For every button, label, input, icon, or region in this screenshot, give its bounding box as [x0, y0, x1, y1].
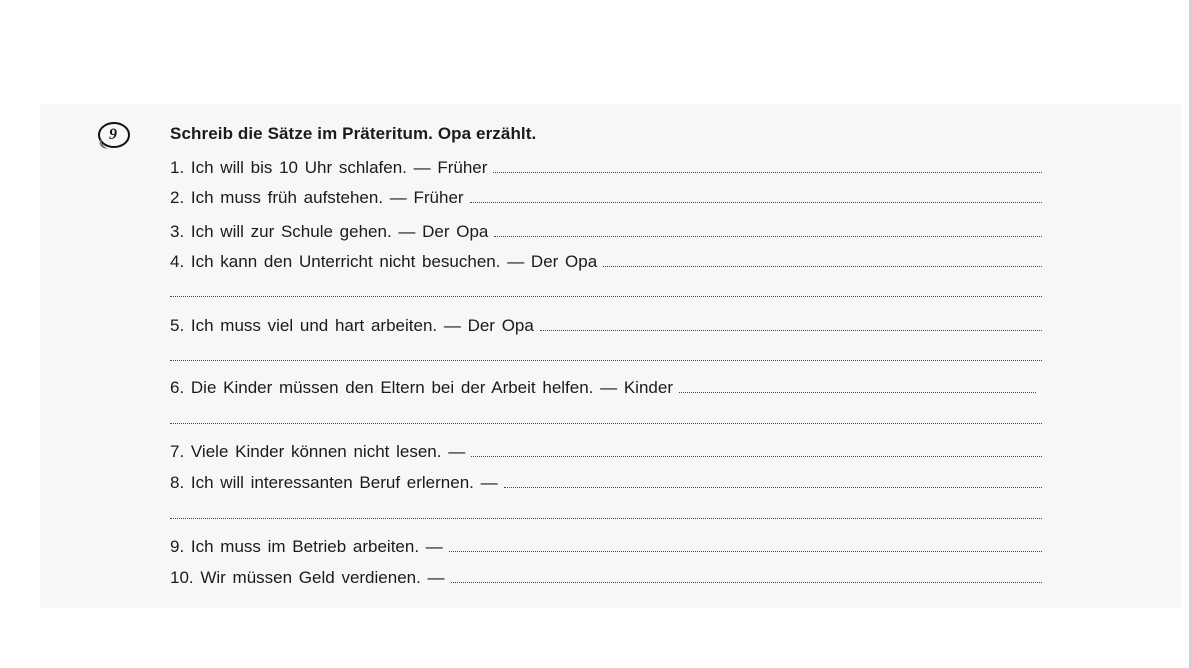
exercise-line-3 [170, 220, 1042, 242]
sentence-5: 5. Ich muss viel und hart arbeiten. — Der Opa [170, 316, 534, 335]
answer-blank-1[interactable] [493, 172, 1042, 173]
sentence-9: 9. Ich muss im Betrieb arbeiten. — [170, 537, 443, 556]
exercise-line-5 [170, 314, 1042, 336]
answer-blank-8b[interactable] [170, 518, 1042, 519]
exercise-line-1 [170, 156, 1042, 178]
exercise-line-10 [170, 566, 1042, 588]
sentence-10: 10. Wir müssen Geld verdienen. — [170, 568, 445, 587]
answer-blank-8[interactable] [504, 487, 1042, 488]
exercise-title: Schreib die Sätze im Präteritum. Opa erzählt. [170, 124, 537, 143]
answer-blank-5b[interactable] [170, 360, 1042, 361]
exercise-line-9 [170, 535, 1042, 557]
sentence-1: 1. Ich will bis 10 Uhr schlafen. — Früher [170, 158, 488, 177]
worksheet-scan [40, 104, 1182, 608]
exercise-line-6 [170, 376, 1042, 398]
sentence-4: 4. Ich kann den Unterricht nicht besuchen. — Der Opa [170, 252, 598, 271]
sentence-8: 8. Ich will interessanten Beruf erlernen. — [170, 473, 498, 492]
answer-blank-7[interactable] [471, 456, 1042, 457]
sentence-6: 6. Die Kinder müssen den Eltern bei der Arbeit helfen. — Kinder [170, 378, 673, 397]
answer-blank-6[interactable] [679, 392, 1036, 393]
sentence-2: 2. Ich muss früh aufstehen. — Früher [170, 188, 464, 207]
exercise-line-2 [170, 186, 1042, 208]
answer-blank-9[interactable] [449, 551, 1042, 552]
exercise-number-badge [92, 118, 134, 154]
exercise-number: 9 [109, 126, 117, 143]
sentence-7: 7. Viele Kinder können nicht lesen. — [170, 442, 466, 461]
answer-blank-5[interactable] [540, 330, 1042, 331]
exercise-line-7 [170, 440, 1042, 462]
exercise-line-8 [170, 471, 1042, 493]
answer-blank-10[interactable] [451, 582, 1042, 583]
answer-blank-4b[interactable] [170, 296, 1042, 297]
answer-blank-3[interactable] [494, 236, 1042, 237]
answer-blank-4[interactable] [603, 266, 1042, 267]
exercise-line-4 [170, 250, 1042, 272]
sentence-3: 3. Ich will zur Schule gehen. — Der Opa [170, 222, 489, 241]
answer-blank-6b[interactable] [170, 423, 1042, 424]
answer-blank-2[interactable] [470, 202, 1042, 203]
